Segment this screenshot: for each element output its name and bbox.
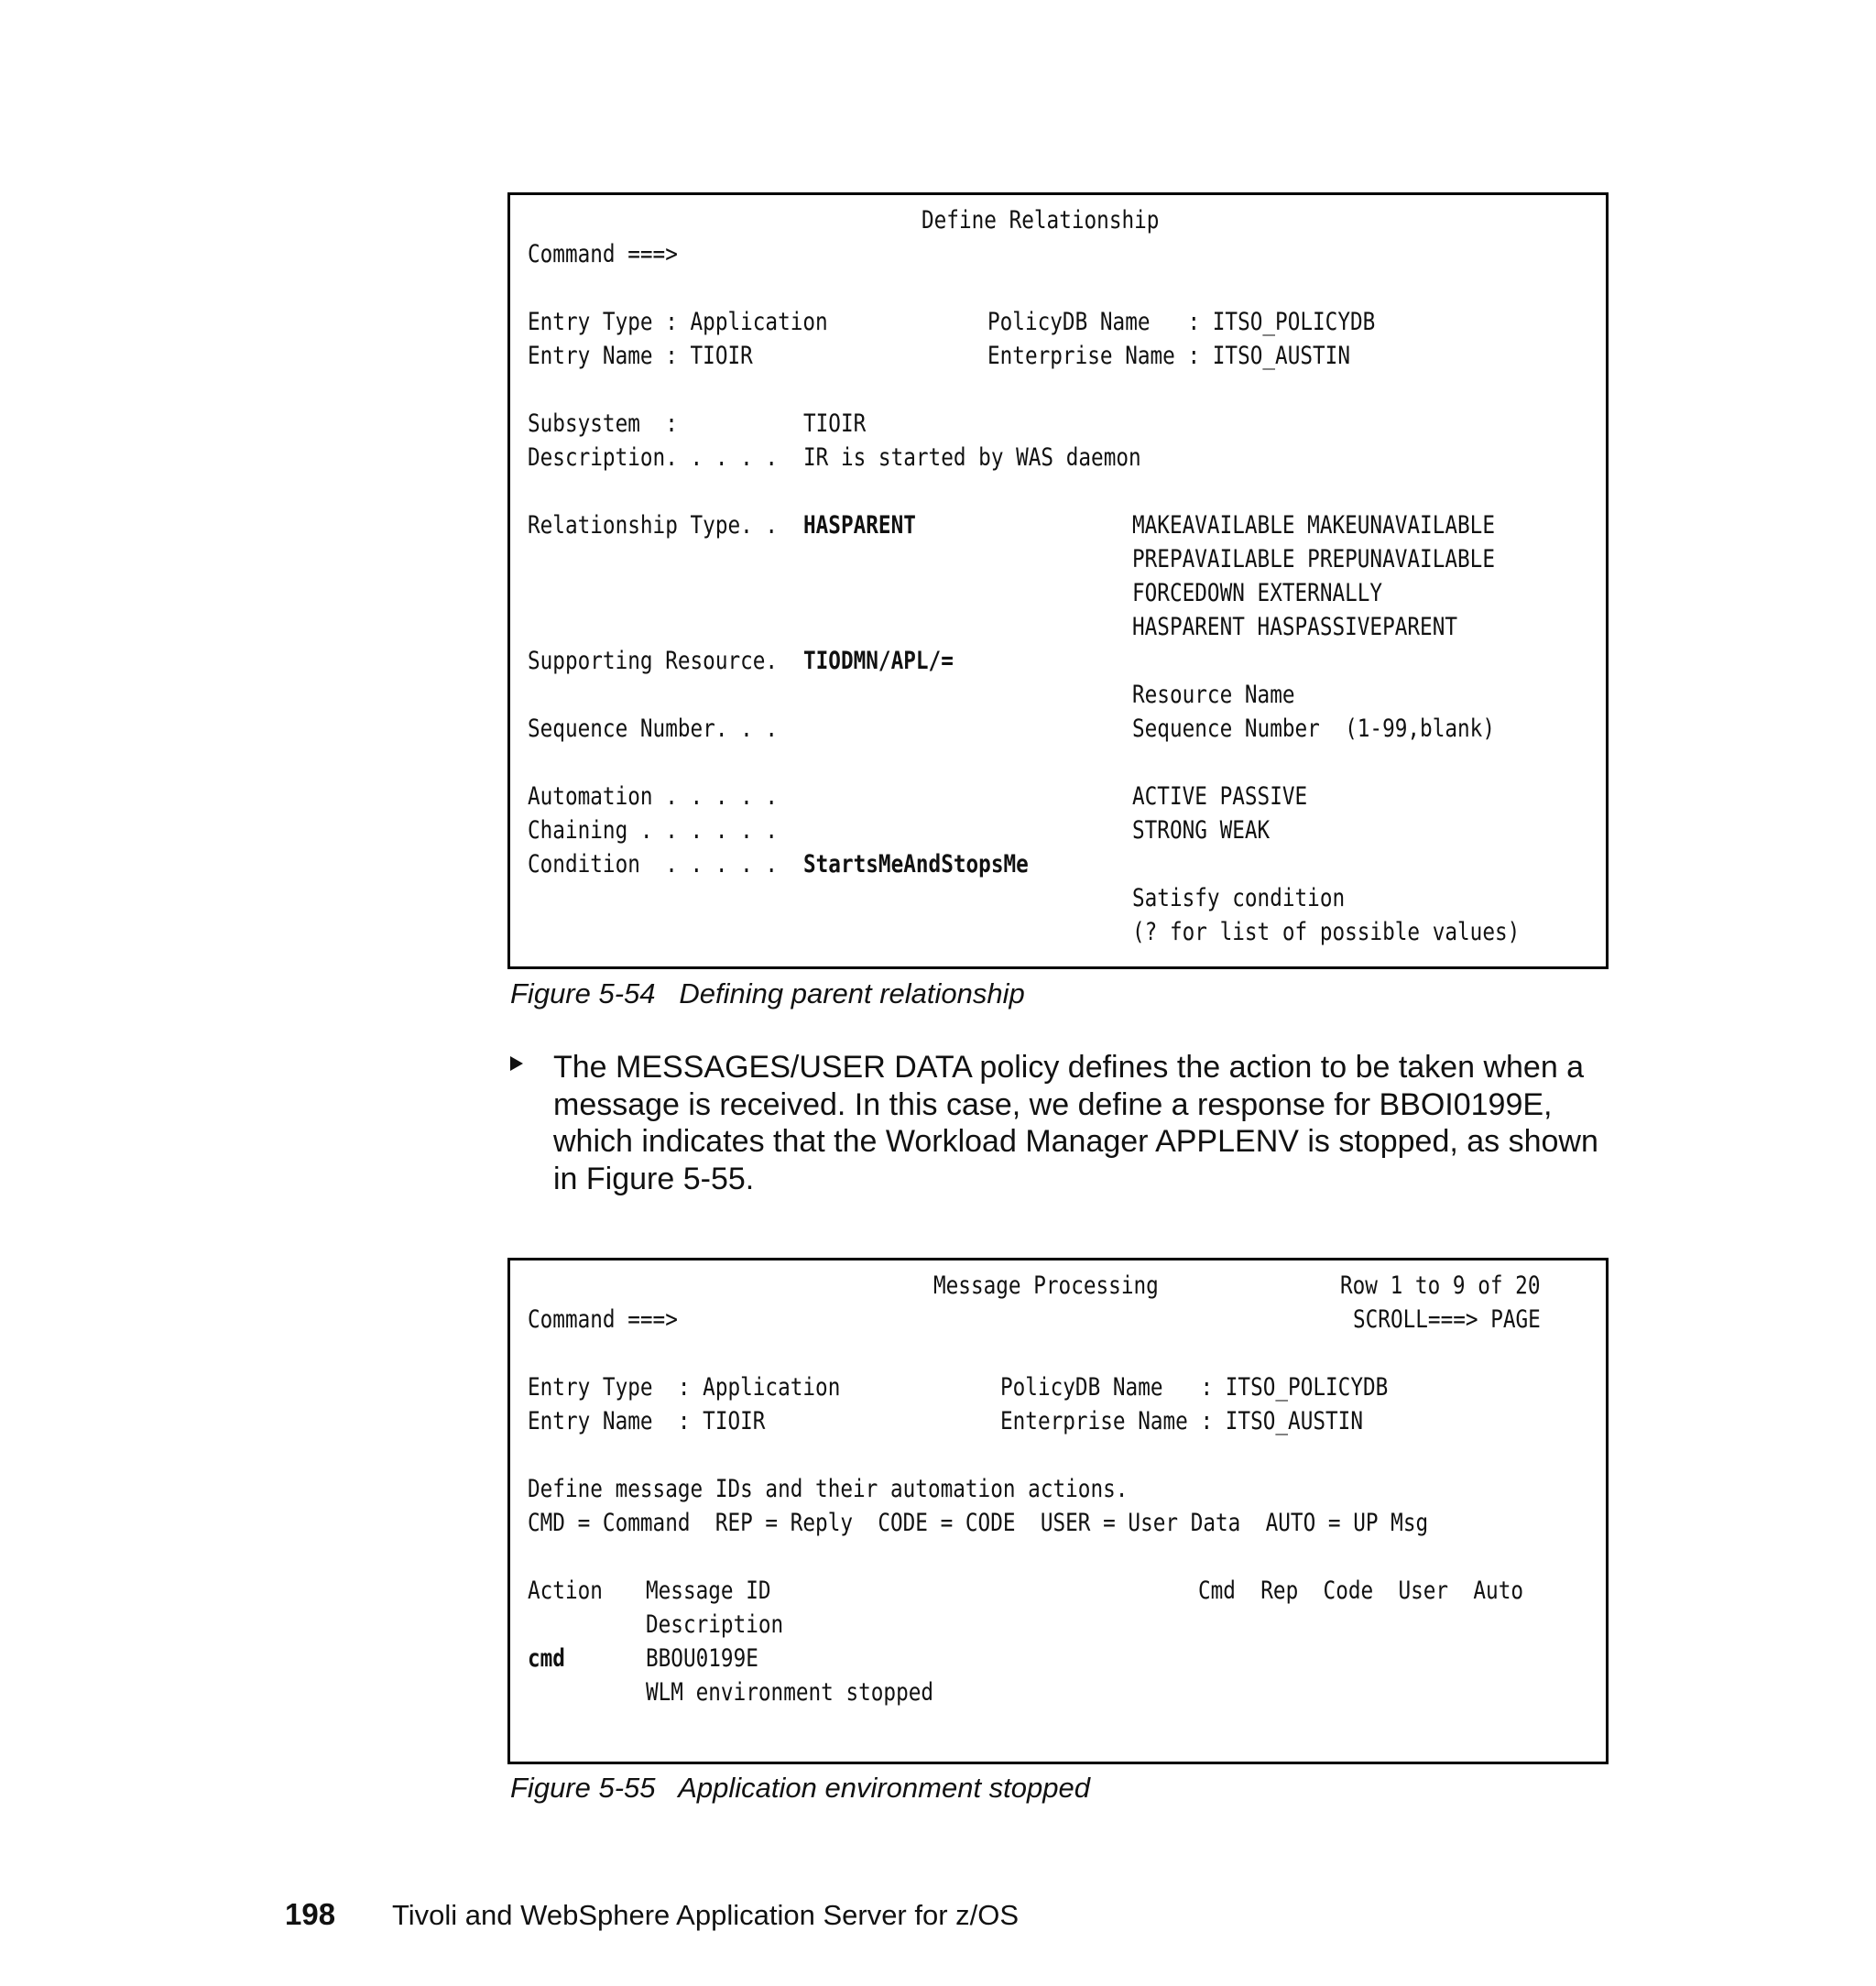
column-header-message-id: Message ID	[646, 1577, 771, 1605]
relationship-type-value: HASPARENT	[803, 511, 916, 540]
message-processing-panel	[507, 1258, 1609, 1764]
policydb-name: PolicyDB Name : ITSO_POLICYDB	[987, 308, 1376, 336]
enterprise-name: Enterprise Name : ITSO_AUSTIN	[1000, 1407, 1363, 1435]
paragraph-line: message is received. In this case, we define a response for BBOI0199E,	[553, 1086, 1553, 1122]
possible-values-hint: (? for list of possible values)	[1132, 918, 1521, 946]
condition-value: StartsMeAndStopsMe	[803, 850, 1029, 878]
entry-type: Entry Type : Application	[528, 1373, 841, 1402]
paragraph-line: The MESSAGES/USER DATA policy defines the action to be taken when a	[553, 1050, 1585, 1085]
paragraph-line: in Figure 5-55.	[553, 1161, 755, 1196]
relationship-option: MAKEAVAILABLE MAKEUNAVAILABLE	[1132, 511, 1495, 540]
enterprise-name: Enterprise Name : ITSO_AUSTIN	[987, 342, 1350, 370]
column-header-description: Description	[646, 1610, 784, 1639]
automation-hint: ACTIVE PASSIVE	[1132, 782, 1308, 811]
column-header-action: Action	[528, 1577, 603, 1605]
relationship-option: PREPAVAILABLE PREPUNAVAILABLE	[1132, 545, 1495, 573]
entry-name: Entry Name : TIOIR	[528, 1407, 766, 1435]
column-header-flags: Cmd Rep Code User Auto	[1198, 1577, 1524, 1605]
automation-label: Automation . . . . .	[528, 782, 779, 811]
instruction-line: Define message IDs and their automation actions.	[528, 1475, 1129, 1503]
description-label: Description. . . . .	[528, 443, 779, 472]
bullet-triangle-icon	[510, 1056, 523, 1071]
relationship-type-label: Relationship Type. .	[528, 511, 779, 540]
relationship-option: FORCEDOWN EXTERNALLY	[1132, 579, 1383, 607]
page-number: 198	[285, 1897, 336, 1931]
policydb-name: PolicyDB Name : ITSO_POLICYDB	[1000, 1373, 1389, 1402]
sequence-number-hint: Sequence Number (1-99,blank)	[1132, 715, 1495, 743]
row-info: Row 1 to 9 of 20	[1340, 1271, 1541, 1300]
command-line: Command ===>	[528, 1305, 678, 1334]
row-description: WLM environment stopped	[646, 1678, 934, 1707]
supporting-resource-label: Supporting Resource.	[528, 647, 779, 675]
legend-line: CMD = Command REP = Reply CODE = CODE USER = User Data AUTO = UP Msg	[528, 1509, 1429, 1537]
figure-caption: Figure 5-54 Defining parent relationship	[510, 977, 1025, 1009]
chaining-label: Chaining . . . . . .	[528, 816, 779, 845]
row-action: cmd	[528, 1644, 565, 1673]
entry-type: Entry Type : Application	[528, 308, 828, 336]
command-line: Command ===>	[528, 240, 678, 268]
supporting-resource-value: TIODMN/APL/=	[803, 647, 954, 675]
description-value: IR is started by WAS daemon	[803, 443, 1141, 472]
sequence-number-label: Sequence Number. . .	[528, 715, 779, 743]
panel-title: Define Relationship	[922, 206, 1160, 235]
book-title: Tivoli and WebSphere Application Server for z/OS	[392, 1899, 1020, 1931]
entry-name: Entry Name : TIOIR	[528, 342, 753, 370]
scroll-indicator: SCROLL===> PAGE	[1353, 1305, 1541, 1334]
subsystem-label: Subsystem :	[528, 409, 678, 438]
panel-title: Message Processing	[933, 1271, 1159, 1300]
satisfy-condition-hint: Satisfy condition	[1132, 884, 1346, 912]
relationship-option: HASPARENT HASPASSIVEPARENT	[1132, 613, 1458, 641]
paragraph-line: which indicates that the Workload Manager APPLENV is stopped, as shown	[553, 1124, 1598, 1159]
body-paragraph	[553, 1049, 1616, 1197]
resource-name-hint: Resource Name	[1132, 681, 1295, 709]
chaining-hint: STRONG WEAK	[1132, 816, 1271, 845]
row-message-id: BBOU0199E	[646, 1644, 758, 1673]
figure-caption: Figure 5-55 Application environment stopped	[510, 1772, 1091, 1804]
subsystem-value: TIOIR	[803, 409, 867, 438]
condition-label: Condition . . . . .	[528, 850, 779, 878]
define-relationship-panel	[507, 192, 1609, 969]
